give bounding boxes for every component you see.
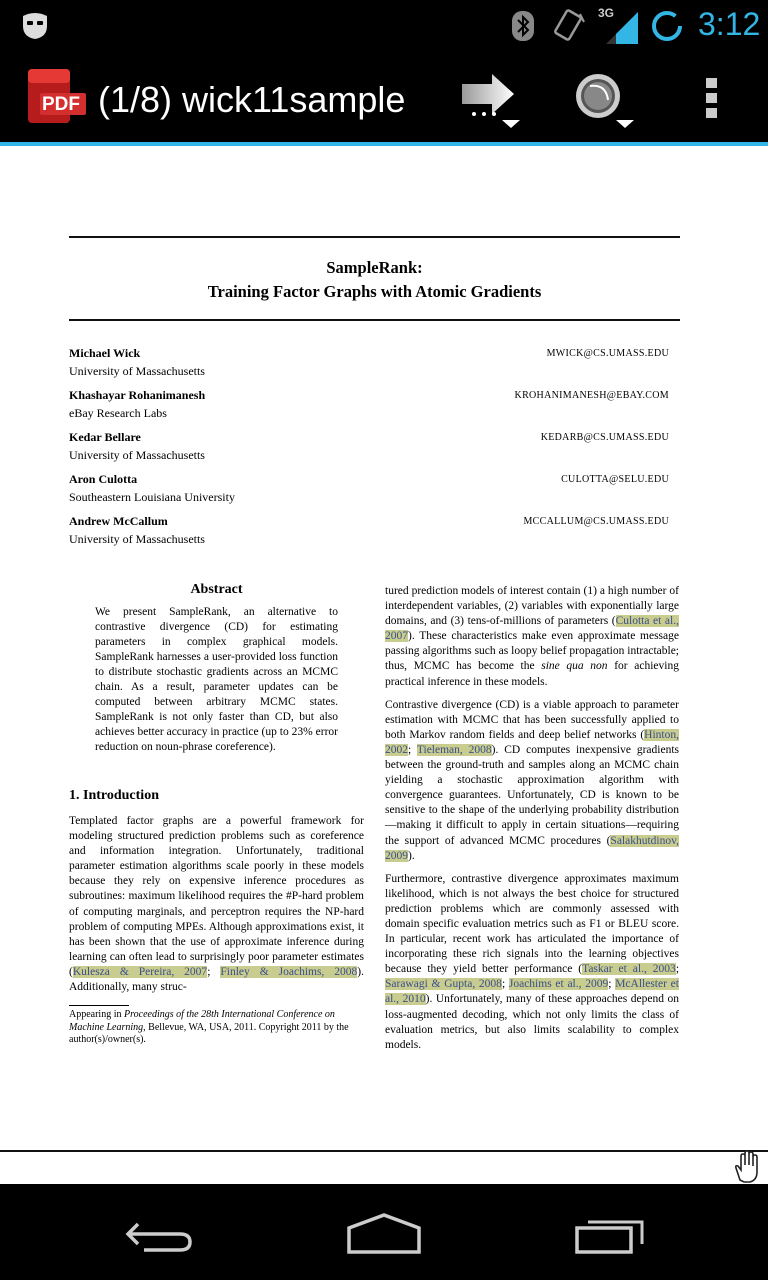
author-name: Kedar Bellare <box>69 430 141 444</box>
signal-icon <box>604 10 640 44</box>
author-affiliation: University of Massachusetts <box>69 364 205 378</box>
clock: 3:12 <box>698 6 761 42</box>
navigation-bar <box>0 1184 768 1280</box>
text-part: ). These characteristics make even approximate message passing algorithms such as loopy belief propagation intractable; thus, MCMC has become the <box>385 630 679 673</box>
citation-link[interactable]: Tieleman, 2008 <box>416 743 492 756</box>
home-icon[interactable] <box>346 1212 422 1254</box>
author-affiliation: University of Massachusetts <box>69 448 205 462</box>
text-part: ). <box>408 849 415 862</box>
text-part: ; <box>501 978 509 991</box>
intro-text <box>69 814 364 995</box>
incognito-icon <box>20 10 50 40</box>
overflow-menu-icon[interactable] <box>704 76 720 120</box>
author-name: Andrew McCallum <box>69 514 168 528</box>
intro-text-part: ). Additionally, many struc- <box>69 965 365 994</box>
title-rule-top <box>69 236 680 238</box>
text-italic: sine qua non <box>541 660 608 673</box>
author-name: Khashayar Rohanimanesh <box>69 388 206 402</box>
author-email: CULOTTA@SELU.EDU <box>561 474 669 485</box>
search-icon[interactable] <box>570 70 636 132</box>
status-bar <box>0 0 768 50</box>
paragraph <box>385 584 679 690</box>
text-part: for achieving practical inference in these models. <box>385 660 679 688</box>
author-email: KEDARB@CS.UMASS.EDU <box>540 432 669 443</box>
author-affiliation: eBay Research Labs <box>69 406 167 420</box>
citation-link[interactable]: Finley & Joachims, 2008 <box>220 965 358 978</box>
pdf-app-icon[interactable] <box>26 67 86 125</box>
recents-icon[interactable] <box>574 1214 646 1254</box>
text-part: ; <box>608 978 616 991</box>
citation-link[interactable]: Hinton, 2002 <box>385 728 679 756</box>
rotation-icon <box>554 8 588 44</box>
goto-page-icon[interactable] <box>456 70 522 132</box>
intro-text-part: ; <box>207 965 221 978</box>
back-icon[interactable] <box>124 1216 194 1256</box>
document-title: (1/8) wick11sample <box>98 79 406 120</box>
abstract-heading: Abstract <box>190 582 243 597</box>
author-email: MWICK@CS.UMASS.EDU <box>546 348 669 359</box>
paragraph <box>385 872 679 1053</box>
sync-icon <box>650 9 684 43</box>
network-type-label: 3G <box>598 6 615 20</box>
footnote-part: Appearing in <box>69 1009 124 1020</box>
author-affiliation: University of Massachusetts <box>69 532 205 546</box>
footnote <box>69 1009 366 1047</box>
author-name: Michael Wick <box>69 346 141 360</box>
intro-heading: 1. Introduction <box>69 788 159 803</box>
citation-link[interactable]: Sarawagi & Gupta, 2008 <box>385 978 502 991</box>
text-part: ). Unfortunately, many of these approaches depend on loss-augmented decoding, which not only limits the class of evaluation metrics, but also limits scalability to complex models. <box>385 993 679 1051</box>
title-rule-bottom <box>69 319 680 321</box>
text-part: Contrastive divergence (CD) is a viable approach to parameter estimation with MCMC that has been successfully applied to both Markov random fields and deep belief networks ( <box>385 698 679 741</box>
footnote-rule <box>69 1005 129 1006</box>
text-part: ). CD computes inexpensive gradients between the ground-truth and samples along an MCMC chain yielding a stochastic approximation algorithm with convergence guarantees. Unfortunately, CD is known to be sensitive to the shape of the underlying probability distribution—making it difficult to apply in certain situations—requiring the support of advanced MCMC procedures ( <box>385 743 679 847</box>
paper-title-line2: Training Factor Graphs with Atomic Gradients <box>207 282 542 301</box>
text-part: Furthermore, contrastive divergence approximates maximum likelihood, which is not always the best choice for structured prediction problems which are commonly assessed with domain specific evaluation metrics such as F1 or BLEU score. In particular, recent work has articulated the importance of incorporating these rich signals into the learning objectives because they yield better performance ( <box>385 872 679 976</box>
author-email: KROHANIMANESH@EBAY.COM <box>514 390 669 401</box>
citation-link[interactable]: Salakhutdinov, 2009 <box>385 834 679 862</box>
pdf-icon-label: PDF <box>42 94 80 115</box>
author-email: MCCALLUM@CS.UMASS.EDU <box>523 516 669 527</box>
bluetooth-icon <box>508 10 538 42</box>
pan-hand-icon[interactable] <box>732 1150 764 1184</box>
right-column-text <box>385 584 679 1061</box>
page-bottom-strip <box>0 1150 768 1186</box>
footnote-venue: Proceedings of the 28th International Conference on Machine Learning <box>69 1009 335 1033</box>
citation-link[interactable]: Kulesza & Pereira, 2007 <box>72 965 208 978</box>
citation-link[interactable]: McAllester et al., 2010 <box>385 978 679 1006</box>
paper-title-line1: SampleRank: <box>326 258 423 277</box>
text-part: ; <box>408 743 417 756</box>
text-part: ; <box>675 963 680 976</box>
author-affiliation: Southeastern Louisiana University <box>69 490 235 504</box>
intro-text-part: Templated factor graphs are a powerful framework for modeling structured prediction problems such as coreference and information integration. Unfortunately, traditional parameter estimation algorithms scale poorly in these models because they rely on expensive inference procedures as subroutines: maximum likelihood requires the #P-hard problem of computing marginals, and perceptron requires the NP-hard problem of computing MPEs. Although approximations exist, it has been shown that the use of approximate inference during learning can often lead to surprisingly poor parameter estimates ( <box>69 815 364 978</box>
author-name: Aron Culotta <box>69 472 138 486</box>
text-part: tured prediction models of interest contain (1) a high number of interdependent variables, (2) variables with exponentially large domains, and (3) tens-of-millions of parameters ( <box>385 585 679 628</box>
citation-link[interactable]: Taskar et al., 2003 <box>582 963 676 976</box>
footnote-part: , Bellevue, WA, USA, 2011. Copyright 2011 by the author(s)/owner(s). <box>69 1021 349 1045</box>
abstract-text: We present SampleRank, an alternative to contrastive divergence (CD) for estimating parameters in complex graphical models. SampleRank harnesses a user-provided loss function to distribute stochastic gradients across an MCMC chain. As a result, parameter updates can be computed between arbitrary MCMC states. SampleRank is not only faster than CD, but also achieves better accuracy in practice (up to 23% error reduction on noun-phrase coreference). <box>95 606 338 753</box>
citation-link[interactable]: Culotta et al., 2007 <box>385 615 679 643</box>
citation-link[interactable]: Joachims et al., 2009 <box>508 978 609 991</box>
paragraph <box>385 698 679 864</box>
